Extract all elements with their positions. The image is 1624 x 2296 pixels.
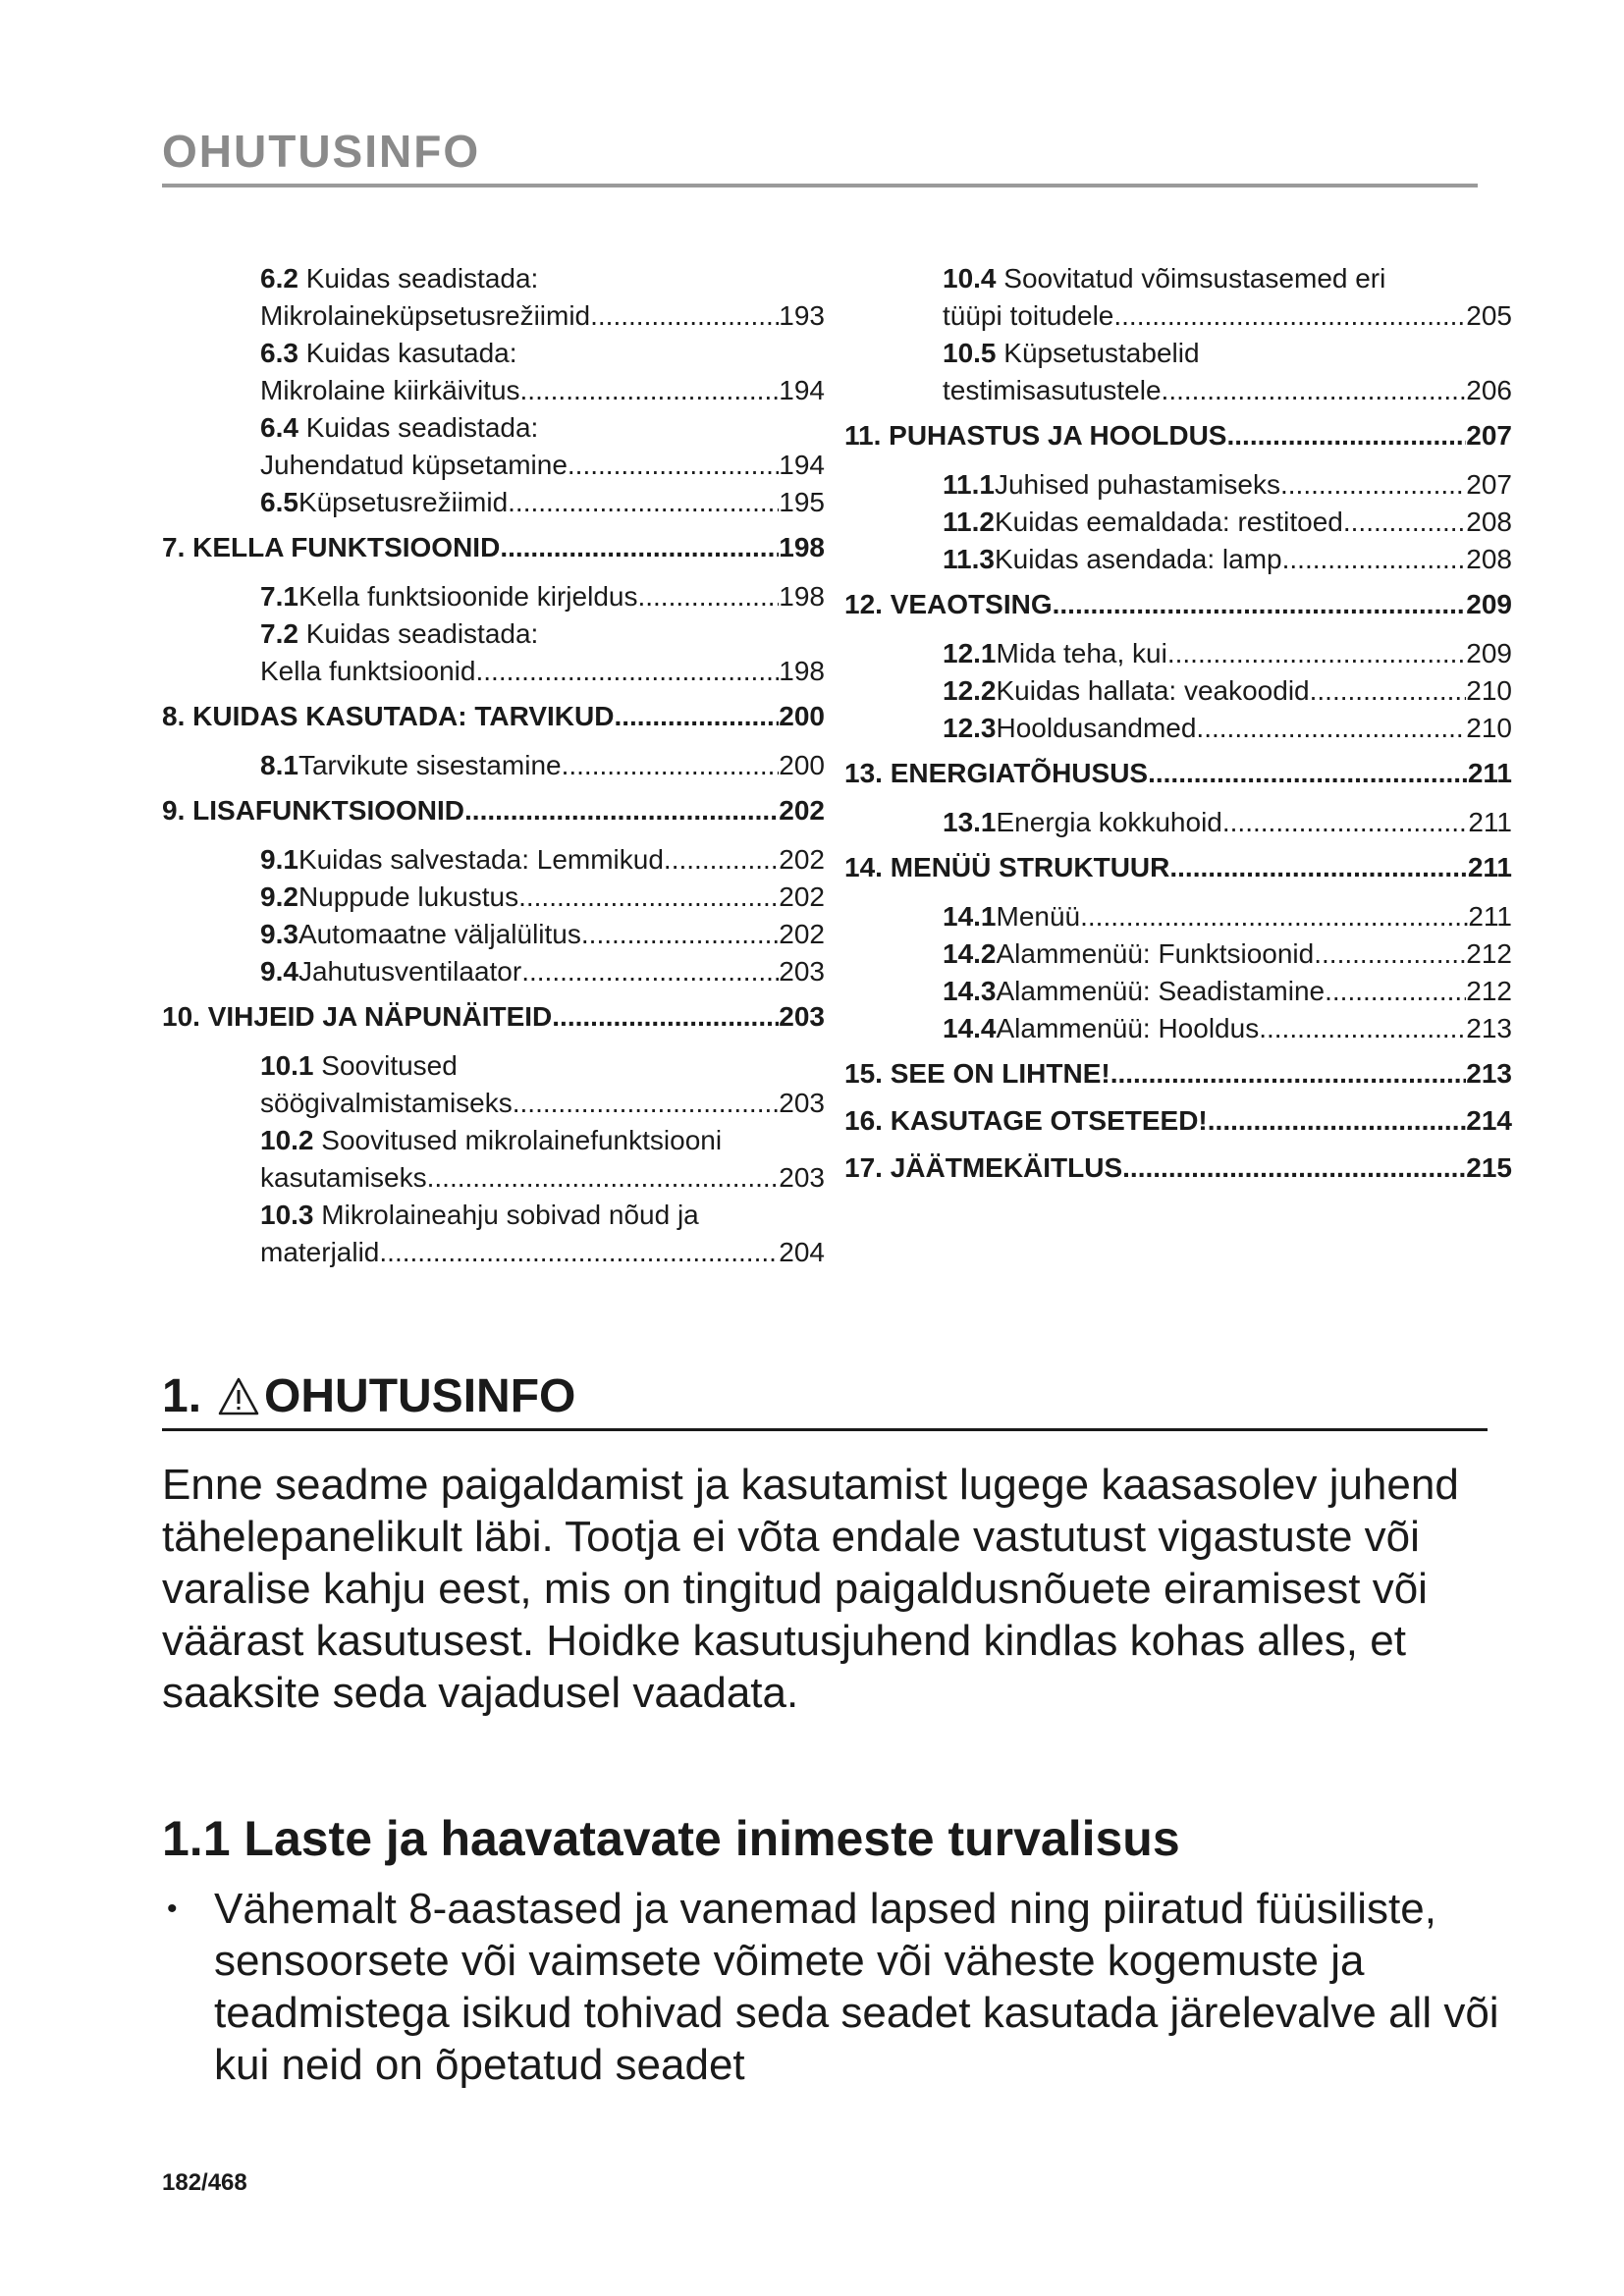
toc-subsection-entry <box>943 973 1512 1010</box>
toc-subsection-title: Juhised puhastamiseks <box>994 469 1280 500</box>
bullet-text: Vähemalt 8-aastased ja vanemad lapsed ning piiratud füüsiliste, sensoorsete või vaimsete võimete või väheste kogemuste ja teadmistega isikud tohivad seda seadet kasutada järelevalve all või kui neid on õpetatud seadet <box>214 1885 1499 2089</box>
toc-section-title: 7. KELLA FUNKTSIOONID <box>162 532 501 562</box>
toc-subsection-entry <box>260 260 825 335</box>
toc-leader-dots <box>1167 635 1466 672</box>
toc-subsection-title: Mikrolaine kiirkäivitus <box>260 375 520 405</box>
toc-subsection-number: 10.5 <box>943 338 1004 368</box>
toc-subsection-entry <box>260 879 825 916</box>
toc-leader-dots <box>590 297 779 335</box>
toc-leader-dots <box>1113 297 1466 335</box>
toc-entry-line <box>260 1122 825 1159</box>
toc-leader-dots <box>1259 1010 1466 1047</box>
toc-page-number: 210 <box>1466 713 1512 743</box>
toc-subsection-entry <box>943 504 1512 541</box>
toc-subsection-title: Küpsetustabelid <box>1003 338 1200 368</box>
toc-section-title: 9. LISAFUNKTSIOONID <box>162 795 465 826</box>
toc-subsection-title: Tarvikute sisestamine <box>298 750 562 780</box>
toc-subsection-title: Menüü <box>996 901 1081 932</box>
toc-subsection-entry <box>943 335 1512 409</box>
toc-leader-dots <box>1196 710 1466 747</box>
toc-leader-dots <box>500 531 779 564</box>
toc-entry-line <box>943 1010 1512 1047</box>
toc-subsection-number: 9.4 <box>260 956 298 987</box>
toc-subsection-number: 9.1 <box>260 844 298 875</box>
toc-page-number: 203 <box>779 1162 825 1193</box>
toc-section-title: 14. MENÜÜ STRUKTUUR <box>844 852 1170 882</box>
toc-subsection-number: 12.2 <box>943 675 997 706</box>
toc-leader-dots <box>1053 588 1467 621</box>
toc-page-number: 208 <box>1466 544 1512 574</box>
toc-section-entry <box>162 794 825 828</box>
toc-subsection-title: Alammenüü: Funktsioonid <box>996 938 1315 969</box>
chapter-heading <box>162 1367 1488 1426</box>
toc-subsection-title: Mikrolaineahju sobivad nõud ja <box>321 1200 699 1230</box>
toc-section-entry <box>162 700 825 733</box>
toc-leader-dots <box>475 653 779 690</box>
toc-leader-dots <box>637 578 779 615</box>
toc-section-title: 8. KUIDAS KASUTADA: TARVIKUD <box>162 701 615 731</box>
toc-subsection-entry <box>260 1122 825 1197</box>
toc-subsection-number: 12.1 <box>943 638 997 668</box>
toc-subsection-entry <box>260 1197 825 1271</box>
toc-leader-dots <box>562 747 780 784</box>
toc-page-number: 206 <box>1466 375 1512 405</box>
toc-subsection-entry <box>260 916 825 953</box>
toc-page-number: 205 <box>1466 300 1512 331</box>
toc-subsection-entry <box>260 484 825 521</box>
toc-subsection-title: Automaatne väljalülitus <box>298 919 581 949</box>
toc-subsection-entry <box>260 409 825 484</box>
toc-leader-dots <box>1310 672 1467 710</box>
toc-section-title: 15. SEE ON LIHTNE! <box>844 1058 1110 1089</box>
toc-subsection-number: 11.3 <box>943 544 995 574</box>
toc-subsection-title: Kuidas kasutada: <box>305 338 517 368</box>
toc-page-number: 208 <box>1466 507 1512 537</box>
toc-leader-dots <box>518 879 779 916</box>
toc-page-number: 212 <box>1466 938 1512 969</box>
toc-page-number: 204 <box>779 1237 825 1267</box>
header-divider <box>162 184 1478 187</box>
toc-entry-line <box>943 297 1512 335</box>
toc-subsection-title: Kuidas seadistada: <box>305 263 539 294</box>
toc-section-entry <box>162 1000 825 1034</box>
toc-entry-line <box>260 653 825 690</box>
toc-entry-line <box>943 466 1512 504</box>
toc-section-entry <box>844 419 1512 453</box>
toc-subsection-title: Mida teha, kui <box>996 638 1167 668</box>
toc-section-entry <box>844 757 1512 790</box>
toc-subsection-entry <box>943 672 1512 710</box>
toc-section-title: 10. VIHJEID JA NÄPUNÄITEID <box>162 1001 553 1032</box>
toc-page-number: 213 <box>1466 1013 1512 1043</box>
toc-leader-dots <box>664 841 779 879</box>
toc-subsection-number: 9.2 <box>260 881 298 912</box>
toc-subsection-number: 14.3 <box>943 976 997 1006</box>
toc-leader-dots <box>568 447 779 484</box>
toc-entry-line <box>260 747 825 784</box>
page-header <box>162 122 1478 181</box>
toc-subsection-title: Kuidas eemaldada: restitoed <box>994 507 1343 537</box>
toc-subsection-entry <box>943 710 1512 747</box>
toc-section-title: 11. PUHASTUS JA HOOLDUS <box>844 420 1227 451</box>
toc-subsection-title: Soovitatud võimsustasemed eri <box>1003 263 1386 294</box>
toc-section-title: 17. JÄÄTMEKÄITLUS <box>844 1152 1123 1183</box>
toc-subsection-title: Kuidas seadistada: <box>305 412 539 443</box>
toc-section-title: 12. VEAOTSING <box>844 589 1053 619</box>
toc-page-number: 202 <box>779 844 825 875</box>
toc-subsection-number: 6.2 <box>260 263 306 294</box>
toc-page-number: 211 <box>1468 807 1512 837</box>
toc-leader-dots <box>1208 1104 1467 1138</box>
toc-subsection-title: Kuidas seadistada: <box>305 618 539 649</box>
toc-subsection-entry <box>943 898 1512 935</box>
toc-subsection-title: Küpsetusrežiimid <box>298 487 509 517</box>
toc-page-number: 215 <box>1466 1152 1512 1183</box>
toc-entry-line <box>943 541 1512 578</box>
toc-page-number: 202 <box>779 919 825 949</box>
toc-subsection-title: Kuidas hallata: veakoodid <box>996 675 1310 706</box>
toc-subsection-title: Hooldusandmed <box>996 713 1197 743</box>
toc-subsection-entry <box>943 1010 1512 1047</box>
toc-subsection-entry <box>260 615 825 690</box>
toc-leader-dots <box>1162 372 1467 409</box>
toc-subsection-number: 11.1 <box>943 469 995 500</box>
chapter-number: 1. <box>162 1370 202 1422</box>
toc-subsection-title: Energia kokkuhoid <box>996 807 1222 837</box>
toc-page-number: 194 <box>779 450 825 480</box>
toc-subsection-number: 7.2 <box>260 618 306 649</box>
toc-subsection-title: tüüpi toitudele <box>943 300 1114 331</box>
toc-page-number: 210 <box>1466 675 1512 706</box>
toc-page-number: 203 <box>779 1088 825 1118</box>
toc-page-number: 203 <box>779 956 825 987</box>
toc-leader-dots <box>1280 466 1466 504</box>
toc-entry-line <box>260 615 825 653</box>
toc-entry-line <box>943 935 1512 973</box>
toc-subsection-title: Jahutusventilaator <box>298 956 522 987</box>
toc-page-number: 213 <box>1466 1058 1512 1089</box>
toc-subsection-entry <box>260 1047 825 1122</box>
toc-page-number: 207 <box>1466 420 1512 451</box>
header-title: OHUTUSINFO <box>162 126 481 177</box>
toc-entry-line <box>260 953 825 990</box>
toc-subsection-title: Kella funktsioonid <box>260 656 476 686</box>
toc-leader-dots <box>520 372 780 409</box>
toc-subsection-entry <box>943 466 1512 504</box>
chapter-title <box>162 1367 1488 1426</box>
toc-subsection-entry <box>943 260 1512 335</box>
toc-entry-line <box>943 260 1512 297</box>
toc-entry-line <box>260 372 825 409</box>
toc-subsection-number: 10.4 <box>943 263 1004 294</box>
toc-subsection-number: 10.3 <box>260 1200 322 1230</box>
toc-leader-dots <box>1110 1057 1467 1091</box>
toc-subsection-entry <box>943 935 1512 973</box>
toc-entry-line <box>260 484 825 521</box>
toc-page-number: 207 <box>1466 469 1512 500</box>
toc-subsection-number: 11.2 <box>943 507 995 537</box>
toc-subsection-title: Soovitused <box>321 1050 458 1081</box>
toc-subsection-number: 13.1 <box>943 807 997 837</box>
toc-leader-dots <box>1314 935 1466 973</box>
toc-subsection-entry <box>943 541 1512 578</box>
toc-leader-dots <box>1343 504 1466 541</box>
intro-paragraph: Enne seadme paigaldamist ja kasutamist lugege kaasasolev juhend tähelepanelikult läbi. Tootja ei võta endale vastutust vigastuste või varalise kahju eest, mis on tingitud paigaldusnõuete eiramisest või väärast kasutusest. Hoidke kasutusjuhend kindlas kohas alles, et saaksite seda vajadusel vaadata. <box>162 1461 1459 1717</box>
page-number: 182/468 <box>162 2169 247 2196</box>
toc-subsection-entry <box>943 635 1512 672</box>
toc-entry-line <box>260 1085 825 1122</box>
toc-subsection-title: Mikrolaineküpsetusrežiimid <box>260 300 591 331</box>
toc-subsection-entry <box>260 747 825 784</box>
toc-subsection-title: Kella funktsioonide kirjeldus <box>298 581 638 612</box>
toc-subsection-number: 9.3 <box>260 919 298 949</box>
toc-subsection-title: Soovitused mikrolainefunktsiooni <box>321 1125 723 1155</box>
toc-subsection-entry <box>943 804 1512 841</box>
toc-right-column <box>844 260 1512 1199</box>
toc-entry-line <box>260 335 825 372</box>
toc-subsection-title: Alammenüü: Hooldus <box>996 1013 1260 1043</box>
toc-section-entry <box>844 1151 1512 1185</box>
toc-page-number: 194 <box>779 375 825 405</box>
toc-leader-dots <box>508 484 779 521</box>
toc-subsection-number: 6.4 <box>260 412 306 443</box>
toc-entry-line <box>260 879 825 916</box>
toc-leader-dots <box>614 700 779 733</box>
toc-subsection-title: Kuidas asendada: lamp <box>994 544 1282 574</box>
toc-entry-line <box>260 578 825 615</box>
toc-leader-dots <box>379 1234 779 1271</box>
toc-section-entry <box>844 1057 1512 1091</box>
toc-page-number: 209 <box>1466 589 1512 619</box>
chapter-divider <box>162 1428 1488 1431</box>
toc-subsection-title: Alammenüü: Seadistamine <box>996 976 1326 1006</box>
toc-subsection-title: materjalid <box>260 1237 380 1267</box>
toc-entry-line <box>943 898 1512 935</box>
toc-entry-line <box>260 1159 825 1197</box>
toc-page-number: 200 <box>779 701 825 731</box>
toc-page-number: 198 <box>779 532 825 562</box>
toc-leader-dots <box>427 1159 780 1197</box>
toc-entry-line <box>943 710 1512 747</box>
toc-leader-dots <box>1122 1151 1466 1185</box>
toc-entry-line <box>260 297 825 335</box>
toc-section-entry <box>162 531 825 564</box>
toc-entry-line <box>943 335 1512 372</box>
toc-page-number: 195 <box>779 487 825 517</box>
toc-entry-line <box>260 916 825 953</box>
toc-leader-dots <box>513 1085 780 1122</box>
toc-subsection-title: Nuppude lukustus <box>298 881 519 912</box>
toc-subsection-entry <box>260 578 825 615</box>
toc-section-entry <box>844 588 1512 621</box>
toc-page-number: 193 <box>779 300 825 331</box>
toc-page-number: 202 <box>779 881 825 912</box>
toc-subsection-number: 10.1 <box>260 1050 322 1081</box>
toc-entry-line <box>260 841 825 879</box>
toc-subsection-title: söögivalmistamiseks <box>260 1088 513 1118</box>
toc-leader-dots <box>1080 898 1468 935</box>
toc-leader-dots <box>581 916 779 953</box>
toc-subsection-title: Kuidas salvestada: Lemmikud <box>298 844 664 875</box>
toc-subsection-number: 14.1 <box>943 901 997 932</box>
toc-page-number: 211 <box>1467 758 1512 788</box>
toc-page-number: 202 <box>779 795 825 826</box>
toc-entry-line <box>943 973 1512 1010</box>
toc-subsection-title: Juhendatud küpsetamine <box>260 450 568 480</box>
toc-page-number: 211 <box>1468 901 1512 932</box>
warning-triangle-icon <box>217 1375 260 1418</box>
toc-leader-dots <box>464 794 779 828</box>
bullet-marker: • <box>167 1893 178 1925</box>
toc-entry-line <box>943 672 1512 710</box>
toc-subsection-number: 6.5 <box>260 487 298 517</box>
toc-entry-line <box>260 1197 825 1234</box>
toc-leader-dots <box>1222 804 1468 841</box>
toc-subsection-number: 14.2 <box>943 938 997 969</box>
toc-entry-line <box>260 1047 825 1085</box>
toc-entry-line <box>260 260 825 297</box>
bullet-item <box>162 1883 1507 2091</box>
toc-subsection-title: testimisasutustele <box>943 375 1162 405</box>
toc-leader-dots <box>1282 541 1467 578</box>
toc-section-entry <box>844 1104 1512 1138</box>
toc-page-number: 198 <box>779 581 825 612</box>
toc-subsection-number: 14.4 <box>943 1013 997 1043</box>
toc-page-number: 211 <box>1467 852 1512 882</box>
toc-section-title: 13. ENERGIATÕHUSUS <box>844 758 1149 788</box>
toc-page-number: 200 <box>779 750 825 780</box>
toc-entry-line <box>943 372 1512 409</box>
toc-page-number: 203 <box>779 1001 825 1032</box>
toc-leader-dots <box>552 1000 779 1034</box>
toc-subsection-number: 8.1 <box>260 750 298 780</box>
toc-leader-dots <box>521 953 779 990</box>
toc-subsection-title: kasutamiseks <box>260 1162 427 1193</box>
toc-section-entry <box>844 851 1512 884</box>
toc-leader-dots <box>1148 757 1468 790</box>
toc-entry-line <box>943 635 1512 672</box>
toc-entry-line <box>260 409 825 447</box>
toc-subsection-entry <box>260 841 825 879</box>
toc-subsection-number: 12.3 <box>943 713 997 743</box>
toc-leader-dots <box>1169 851 1467 884</box>
toc-page-number: 209 <box>1466 638 1512 668</box>
toc-page-number: 212 <box>1466 976 1512 1006</box>
toc-entry-line <box>943 804 1512 841</box>
toc-entry-line <box>260 1234 825 1271</box>
toc-subsection-number: 7.1 <box>260 581 298 612</box>
toc-entry-line <box>260 447 825 484</box>
toc-section-title: 16. KASUTAGE OTSETEED! <box>844 1105 1208 1136</box>
toc-page-number: 214 <box>1466 1105 1512 1136</box>
toc-entry-line <box>943 504 1512 541</box>
toc-subsection-number: 10.2 <box>260 1125 322 1155</box>
toc-subsection-number: 6.3 <box>260 338 306 368</box>
toc-page-number: 198 <box>779 656 825 686</box>
toc-leader-dots <box>1325 973 1466 1010</box>
toc-subsection-entry <box>260 953 825 990</box>
section-heading: 1.1 Laste ja haavatavate inimeste turvalisus <box>162 1811 1180 1866</box>
toc-subsection-entry <box>260 335 825 409</box>
toc-leader-dots <box>1226 419 1466 453</box>
chapter-name: OHUTUSINFO <box>264 1370 576 1422</box>
toc-left-column <box>162 260 825 1271</box>
